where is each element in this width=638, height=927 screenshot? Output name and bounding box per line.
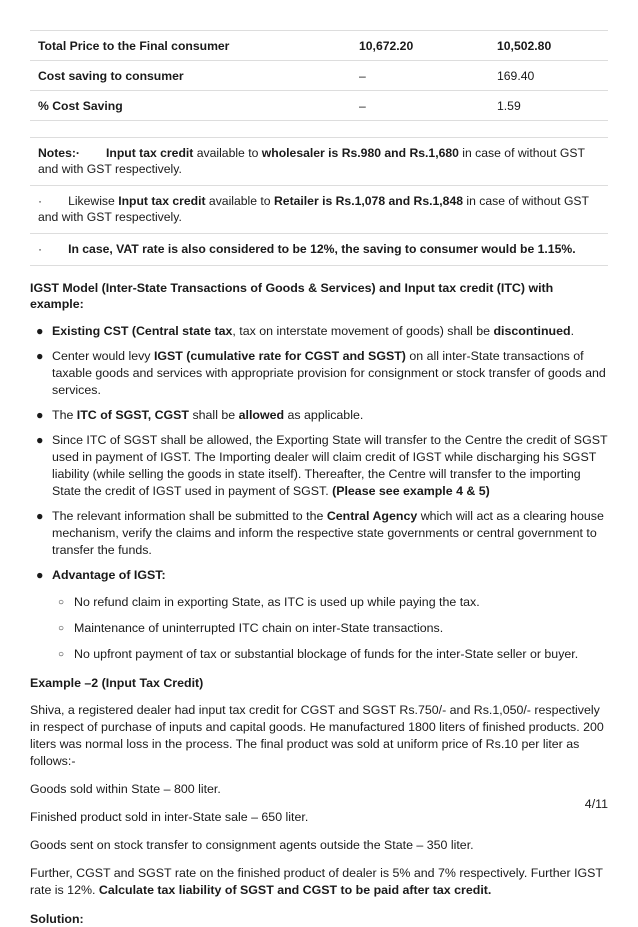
list-text: The <box>52 408 77 422</box>
list-text: . <box>570 324 575 338</box>
table-row <box>30 91 608 121</box>
notes-label: Notes:· <box>38 146 80 160</box>
igst-bullet-list <box>30 323 608 663</box>
note-text: available to <box>205 194 274 208</box>
row-value-with-gst: 10,502.80 <box>489 31 608 61</box>
list-text: Central Agency <box>326 509 418 523</box>
list-item: ● Advantage of IGST: ○ No refund claim in exporting State, as ITC is used up while paying the tax. ○ Maintenance of uninterrupted ITC chain on inter-State transactions. ○ No upfront payment of tax or substantial blockage of funds for the inter-State seller or buyer. <box>52 567 608 663</box>
example-paragraph: Shiva, a registered dealer had input tax credit for CGST and SGST Rs.750/- and Rs.1,050/- respectively in respect of purchase of inputs and capital goods. He manufactured 1800 liters of finished products. 200 liters was normal loss in the process. The final product was sold at uniform price of Rs.10 per liter as follows:- <box>30 703 604 768</box>
note-text: in case of without GST and with GST respectively. <box>38 146 585 176</box>
list-text: Since ITC of SGST shall be allowed, the Exporting State will transfer to the Centre the credit of SGST used in payment of IGST. The Importing dealer will claim credit of IGST while discharging his SGST liability (while selling the goods in state itself). Thereafter, the Centre will transfer to the importing State the credit of IGST used in payment of SGST. <box>52 433 608 498</box>
list-text: Advantage of IGST: <box>52 568 166 582</box>
list-item: ○ No upfront payment of tax or substantial blockage of funds for the inter-State seller or buyer. <box>58 647 579 661</box>
list-item: ● Since ITC of SGST shall be allowed, the Exporting State will transfer to the Centre the credit of SGST used in payment of IGST. The Importing dealer will claim credit of IGST while discharging his SGST liability (while selling the goods in state itself). Thereafter, the Centre will transfer to the importing State the credit of IGST used in payment of SGST. (Please see example 4 & 5) <box>36 433 608 498</box>
note-row <box>30 234 608 266</box>
list-text: The relevant information shall be submitted to the <box>52 509 327 523</box>
list-item: ● Center would levy IGST (cumulative rate for CGST and SGST) on all inter-State transactions of taxable goods and services with appropriate provision for consignment or stock transfer of goods and services. <box>36 349 606 397</box>
list-text: Existing CST (Central state tax <box>52 324 233 338</box>
list-text: (Please see example 4 & 5) <box>332 484 490 498</box>
list-text: shall be <box>189 408 239 422</box>
note-row <box>30 138 608 186</box>
solution-heading: Solution: <box>30 912 84 926</box>
list-text: as applicable. <box>284 408 364 422</box>
example-line-2: Finished product sold in inter-State sale – 650 liter. <box>30 810 309 824</box>
row-value-without-gst: – <box>351 61 489 91</box>
example-heading: Example –2 (Input Tax Credit) <box>30 676 204 690</box>
notes-table <box>30 137 608 266</box>
list-item: ● Existing CST (Central state tax, tax on interstate movement of goods) shall be discontinued. <box>36 324 575 338</box>
list-text: ITC of SGST, CGST <box>76 408 190 422</box>
list-item: ● The ITC of SGST, CGST shall be allowed as applicable. <box>36 408 364 422</box>
list-text: No upfront payment of tax or substantial blockage of funds for the inter-State seller or buyer. <box>74 647 579 661</box>
document-page <box>30 0 608 927</box>
list-item: ○ Maintenance of uninterrupted ITC chain on inter-State transactions. <box>58 621 444 635</box>
table-row <box>30 61 608 91</box>
note-text: wholesaler is Rs.980 and Rs.1,680 <box>261 146 459 160</box>
note-text: available to <box>193 146 262 160</box>
table-row <box>30 31 608 61</box>
price-comparison-table <box>30 30 608 121</box>
example-line-3: Goods sent on stock transfer to consignment agents outside the State – 350 liter. <box>30 838 474 852</box>
list-text: allowed <box>238 408 285 422</box>
note-text: in case of without GST and with GST respectively. <box>38 194 589 224</box>
row-value-without-gst: 10,672.20 <box>351 31 489 61</box>
note-text: Input tax credit <box>118 194 206 208</box>
list-text: , tax on interstate movement of goods) shall be <box>232 324 494 338</box>
note-bullet: · <box>38 194 43 208</box>
list-text: which will act as a clearing house mechanism, verify the claims and inform the respective state governments or central government to transfer the funds. <box>52 509 604 557</box>
list-text: discontinued <box>493 324 571 338</box>
list-text: Center would levy <box>52 349 154 363</box>
note-text: Likewise <box>68 194 119 208</box>
final-paragraph <box>30 865 608 899</box>
paragraph-text: Further, CGST and SGST rate on the finished product of dealer is 5% and 7% respectively. Further IGST rate is 12%. <box>30 866 603 897</box>
note-text: In case, VAT rate is also considered to be 12%, the saving to consumer would be 1.15%. <box>68 242 576 256</box>
igst-heading: IGST Model (Inter-State Transactions of Goods & Services) and Input tax credit (ITC) with example: <box>30 281 554 311</box>
note-text: Retailer is Rs.1,078 and Rs.1,848 <box>273 194 463 208</box>
row-label: Cost saving to consumer <box>30 61 351 91</box>
note-text: Input tax credit <box>105 146 194 160</box>
advantages-sublist <box>52 594 608 663</box>
list-item: ● The relevant information shall be submitted to the Central Agency which will act as a clearing house mechanism, verify the claims and inform the respective state governments or central government to transfer the funds. <box>36 509 604 557</box>
list-item: ○ No refund claim in exporting State, as ITC is used up while paying the tax. <box>58 595 480 609</box>
row-label: Total Price to the Final consumer <box>30 31 351 61</box>
row-value-without-gst: – <box>351 91 489 121</box>
list-text: No refund claim in exporting State, as ITC is used up while paying the tax. <box>74 595 480 609</box>
list-text: IGST (cumulative rate for CGST and SGST) <box>153 349 406 363</box>
list-text: on all inter-State transactions of taxable goods and services with appropriate provision for consignment or stock transfer of goods and services. <box>52 349 606 397</box>
row-label: % Cost Saving <box>30 91 351 121</box>
note-row <box>30 186 608 234</box>
paragraph-text: Calculate tax liability of SGST and CGST to be paid after tax credit. <box>98 883 492 897</box>
note-bullet: · <box>38 242 43 256</box>
row-value-with-gst: 169.40 <box>489 61 608 91</box>
list-text: Maintenance of uninterrupted ITC chain on inter-State transactions. <box>74 621 444 635</box>
row-value-with-gst: 1.59 <box>489 91 608 121</box>
page-number: 4/11 <box>584 797 608 811</box>
example-line-1: Goods sold within State – 800 liter. <box>30 782 221 796</box>
